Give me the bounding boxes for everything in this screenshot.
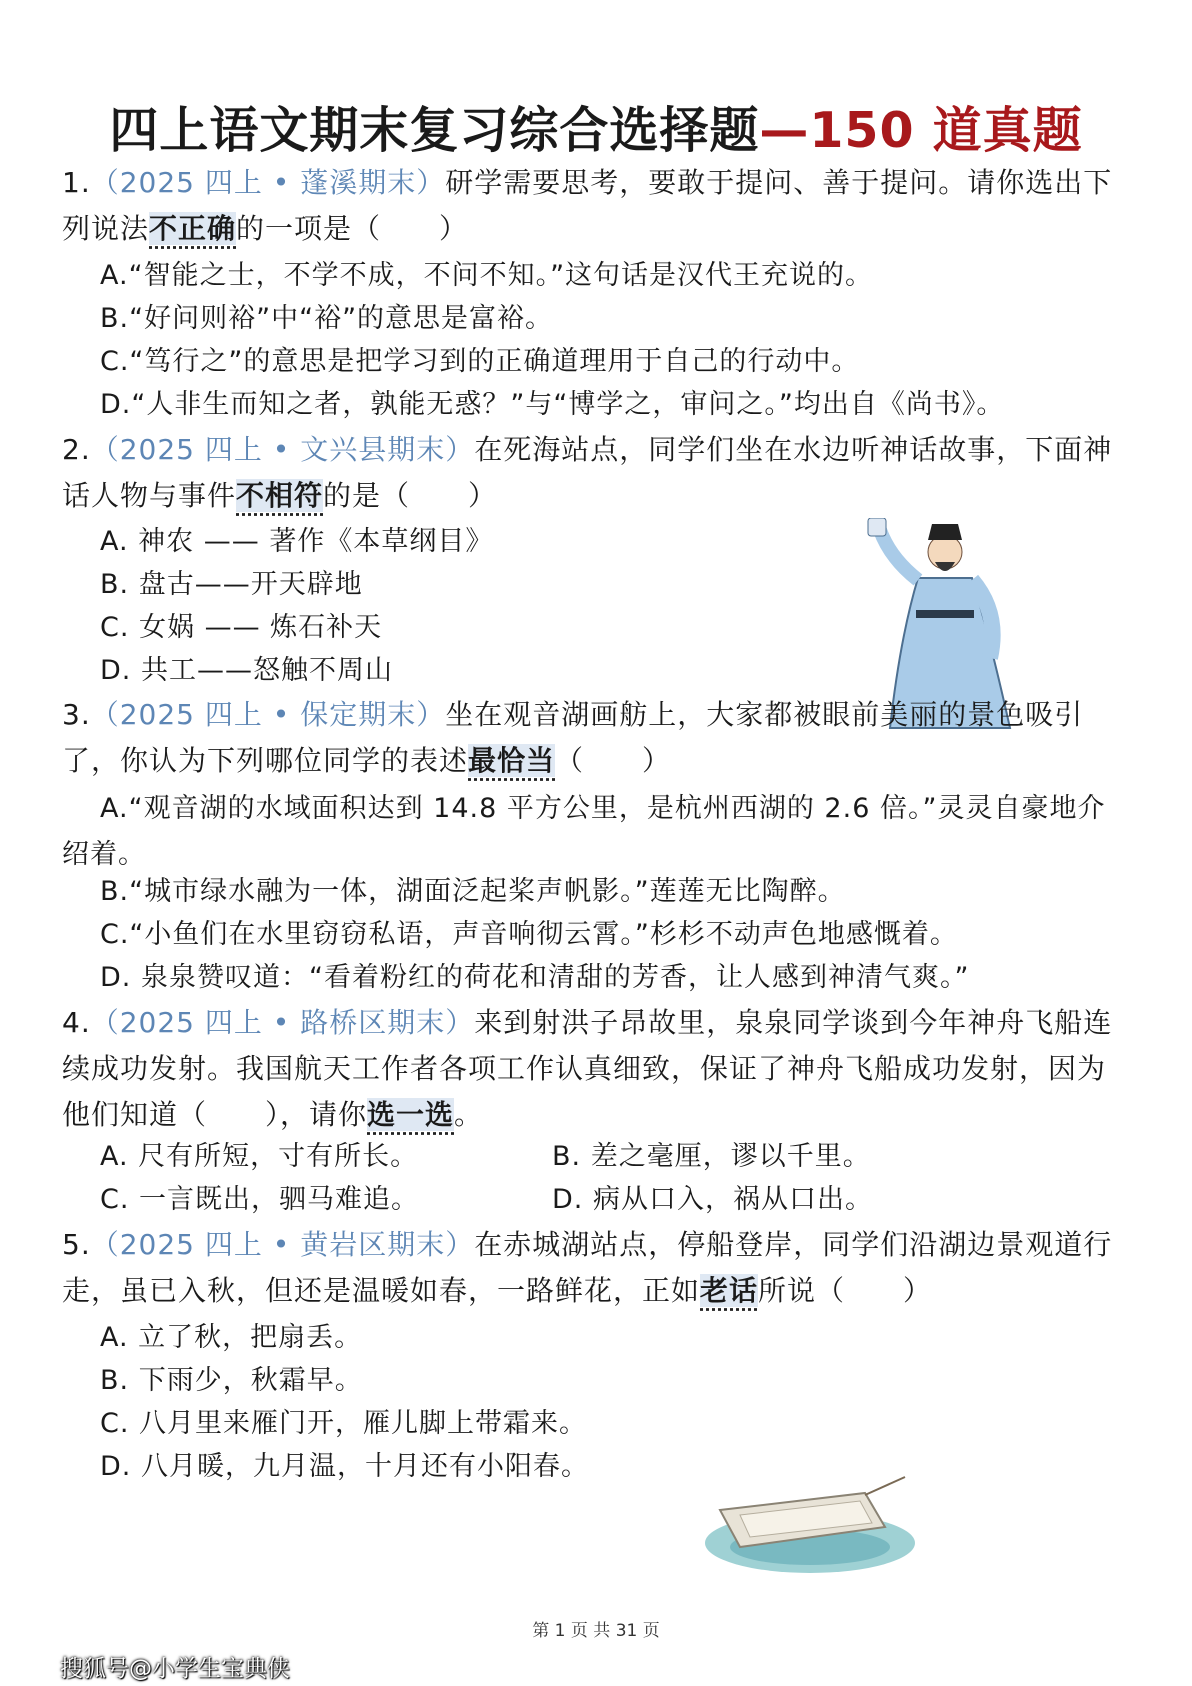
question-5-stem: [62, 1222, 1132, 1314]
question-text: 在死海站点，同学们坐在水边听神话故事，下面神话人物与事件: [62, 433, 1113, 512]
q4-option-b: B. 差之毫厘，谬以千里。: [552, 1141, 871, 1172]
question-number: 4.: [62, 1006, 91, 1039]
q1-option-d: D.“人非生而知之者，孰能无惑？”与“博学之，审问之。”均出自《尚书》。: [100, 389, 1005, 420]
question-1-stem: [62, 160, 1132, 252]
q3-option-a: A.“观音湖的水域面积达到 14.8 平方公里，是杭州西湖的 2.6 倍。”灵灵自豪地介绍着。: [62, 793, 1106, 870]
q5-option-b: B. 下雨少，秋霜早。: [100, 1365, 363, 1396]
question-emphasis: 最恰当: [468, 744, 556, 777]
question-2-stem: [62, 427, 1132, 519]
question-4-stem: [62, 1000, 1132, 1138]
question-source: （2025 四上 • 路桥区期末）: [90, 1006, 475, 1039]
q3-option-b: B.“城市绿水融为一体，湖面泛起桨声帆影。”莲莲无比陶醉。: [100, 876, 846, 907]
question-number: 5.: [62, 1228, 91, 1261]
page-footer: 第 1 页 共 31 页: [532, 1621, 660, 1641]
question-text-tail: 的一项是（ ）: [236, 212, 469, 245]
question-text: 研学需要思考，要敢于提问、善于提问。请你选出下列说法: [62, 166, 1113, 245]
question-text-tail: （ ）: [555, 744, 672, 777]
question-number: 3.: [62, 698, 91, 731]
question-text-tail: 的是（ ）: [323, 479, 498, 512]
question-source: （2025 四上 • 黄岩区期末）: [90, 1228, 475, 1261]
q1-option-a: A.“智能之士，不学不成，不问不知。”这句话是汉代王充说的。: [100, 260, 874, 291]
question-emphasis: 选一选: [367, 1098, 455, 1131]
question-text: 在赤城湖站点，停船登岸，同学们沿湖边景观道行走，虽已入秋，但还是温暖如春，一路鲜花，正如: [62, 1228, 1113, 1307]
question-text: 坐在观音湖画舫上，大家都被眼前美丽的景色吸引了，你认为下列哪位同学的表述: [62, 698, 1084, 777]
question-3-stem: [62, 692, 1132, 784]
q4-option-d: D. 病从口入，祸从口出。: [552, 1184, 873, 1215]
q4-option-c: C. 一言既出，驷马难追。: [100, 1184, 420, 1215]
q5-option-a: A. 立了秋，把扇丢。: [100, 1322, 363, 1353]
q5-option-c: C. 八月里来雁门开，雁儿脚上带霜来。: [100, 1408, 588, 1439]
question-number: 1.: [62, 166, 91, 199]
q4-option-a: A. 尺有所短，寸有所长。: [100, 1141, 419, 1172]
q1-option-c: C.“笃行之”的意思是把学习到的正确道理用于自己的行动中。: [100, 346, 860, 377]
question-number: 2.: [62, 433, 91, 466]
title-main: 四上语文期末复习综合选择题: [109, 102, 760, 159]
q3-option-c: C.“小鱼们在水里窃窃私语，声音响彻云霄。”杉杉不动声色地感慨着。: [100, 919, 958, 950]
question-emphasis: 不相符: [236, 479, 324, 512]
q2-option-a: A. 神农 —— 著作《本草纲目》: [100, 526, 494, 557]
question-text-tail: 。: [454, 1098, 484, 1131]
question-source: （2025 四上 • 蓬溪期末）: [90, 166, 446, 199]
boat-illustration: [700, 1465, 920, 1580]
title-accent: —150 道真题: [759, 102, 1083, 159]
page-title: [0, 92, 1192, 162]
question-emphasis: 不正确: [149, 212, 237, 245]
q2-option-b: B. 盘古——开天辟地: [100, 569, 363, 600]
question-source: （2025 四上 • 保定期末）: [90, 698, 446, 731]
watermark: 搜狐号@小学生宝典侠: [60, 1656, 290, 1682]
q2-option-c: C. 女娲 —— 炼石补天: [100, 612, 383, 643]
q5-option-d: D. 八月暖，九月温，十月还有小阳春。: [100, 1451, 589, 1482]
q2-option-d: D. 共工——怒触不周山: [100, 655, 393, 686]
q3-option-d: D. 泉泉赞叹道：“看着粉红的荷花和清甜的芳香，让人感到神清气爽。”: [100, 962, 970, 993]
question-text-tail: 所说（ ）: [758, 1274, 933, 1307]
question-source: （2025 四上 • 文兴县期末）: [90, 433, 475, 466]
question-text: 来到射洪子昂故里，泉泉同学谈到今年神舟飞船连续成功发射。我国航天工作者各项工作认真细致，保证了神舟飞船成功发射，因为他们知道（ ），请你: [62, 1006, 1113, 1131]
question-emphasis: 老话: [700, 1274, 759, 1307]
q1-option-b: B.“好问则裕”中“裕”的意思是富裕。: [100, 303, 554, 334]
